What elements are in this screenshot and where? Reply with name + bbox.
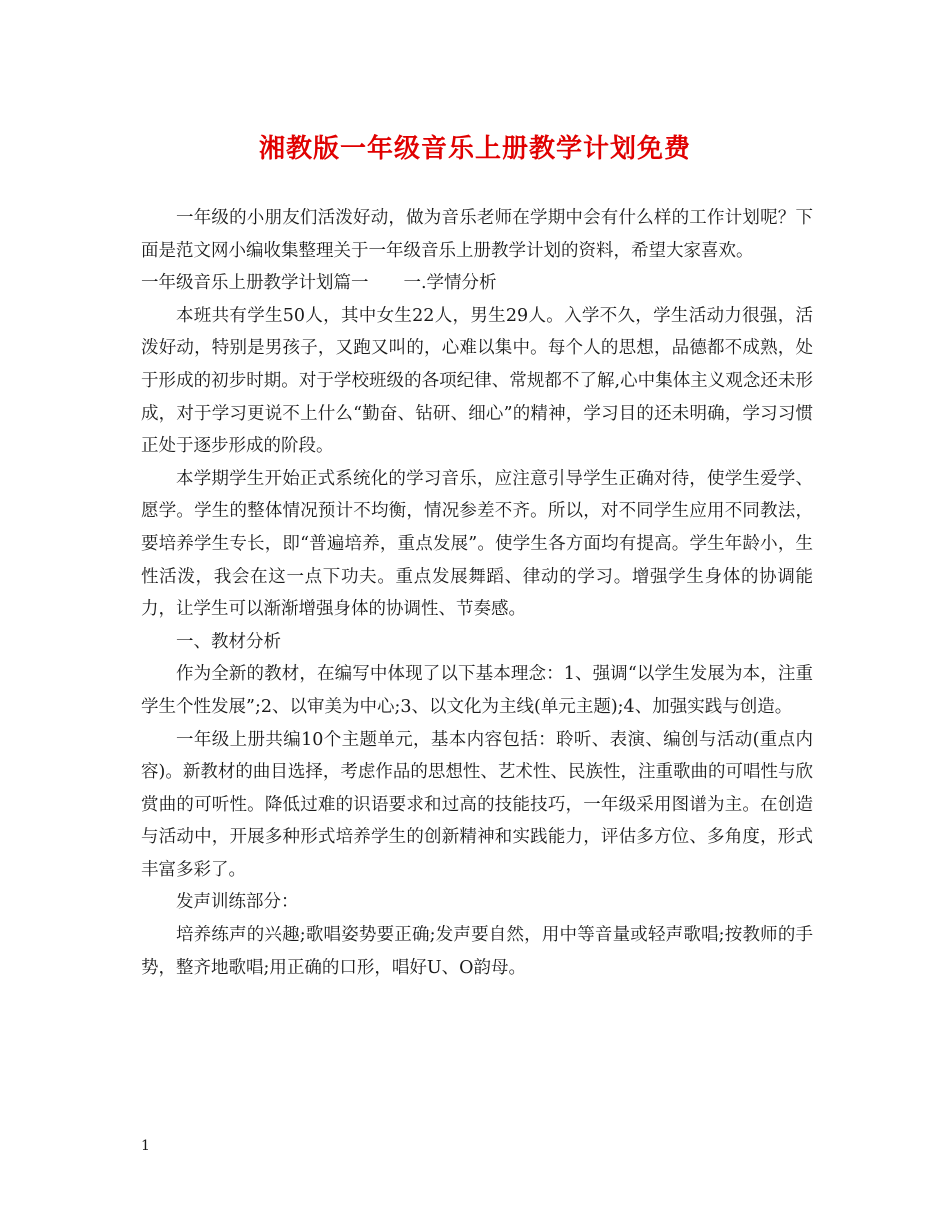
- document-body: [141, 202, 813, 984]
- paragraph-textbook-concepts: 作为全新的教材，在编写中体现了以下基本理念：1、强调“以学生发展为本，注重学生个性发展”;2、以审美为中心;3、以文化为主线(单元主题);4、加强实践与创造。: [141, 664, 813, 717]
- paragraph-intro: 一年级的小朋友们活泼好动，做为音乐老师在学期中会有什么样的工作计划呢？下面是范文网小编收集整理关于一年级音乐上册教学计划的资料，希望大家喜欢。: [141, 208, 813, 261]
- section-heading-textbook-analysis: 一、教材分析: [176, 631, 281, 652]
- section-heading-vocal-training: 发声训练部分：: [176, 892, 299, 913]
- paragraph-teaching-approach: 本学期学生开始正式系统化的学习音乐，应注意引导学生正确对待，使学生爱学、愿学。学生的整体情况预计不均衡，情况参差不齐。所以，对不同学生应用不同教法，要培养学生专长，即“普遍培养，重点发展”。使学生各方面均有提高。学生年龄小，生性活泼，我会在这一点下功夫。重点发展舞蹈、律动的学习。增强学生身体的协调能力，让学生可以渐渐增强身体的协调性、节奏感。: [141, 468, 813, 620]
- page-number: 1: [141, 1138, 150, 1154]
- paragraph-textbook-content: 一年级上册共编10个主题单元，基本内容包括：聆听、表演、编创与活动(重点内容)。新教材的曲目选择，考虑作品的思想性、艺术性、民族性，注重歌曲的可唱性与欣赏曲的可听性。降低过难的识语要求和过高的技能技巧，一年级采用图谱为主。在创造与活动中，开展多种形式培养学生的创新精神和实践能力，评估多方位、多角度，形式丰富多彩了。: [141, 729, 813, 880]
- paragraph-student-analysis: 本班共有学生50人，其中女生22人，男生29人。入学不久，学生活动力很强，活泼好动，特别是男孩子，又跑又叫的，心难以集中。每个人的思想，品德都不成熟，处于形成的初步时期。对于学校班级的各项纪律、常规都不了解,心中集体主义观念还未形成，对于学习更说不上什么“勤奋、钻研、细心”的精神，学习目的还未明确，学习习惯正处于逐步形成的阶段。: [141, 305, 813, 457]
- section-heading-plan-1: 一年级音乐上册教学计划篇一 一.学情分析: [141, 273, 497, 294]
- paragraph-vocal-training: 培养练声的兴趣;歌唱姿势要正确;发声要自然，用中等音量或轻声歌唱;按教师的手势，整齐地歌唱;用正确的口形，唱好U、O韵母。: [141, 925, 813, 978]
- document-title: 湘教版一年级音乐上册教学计划免费: [258, 134, 691, 164]
